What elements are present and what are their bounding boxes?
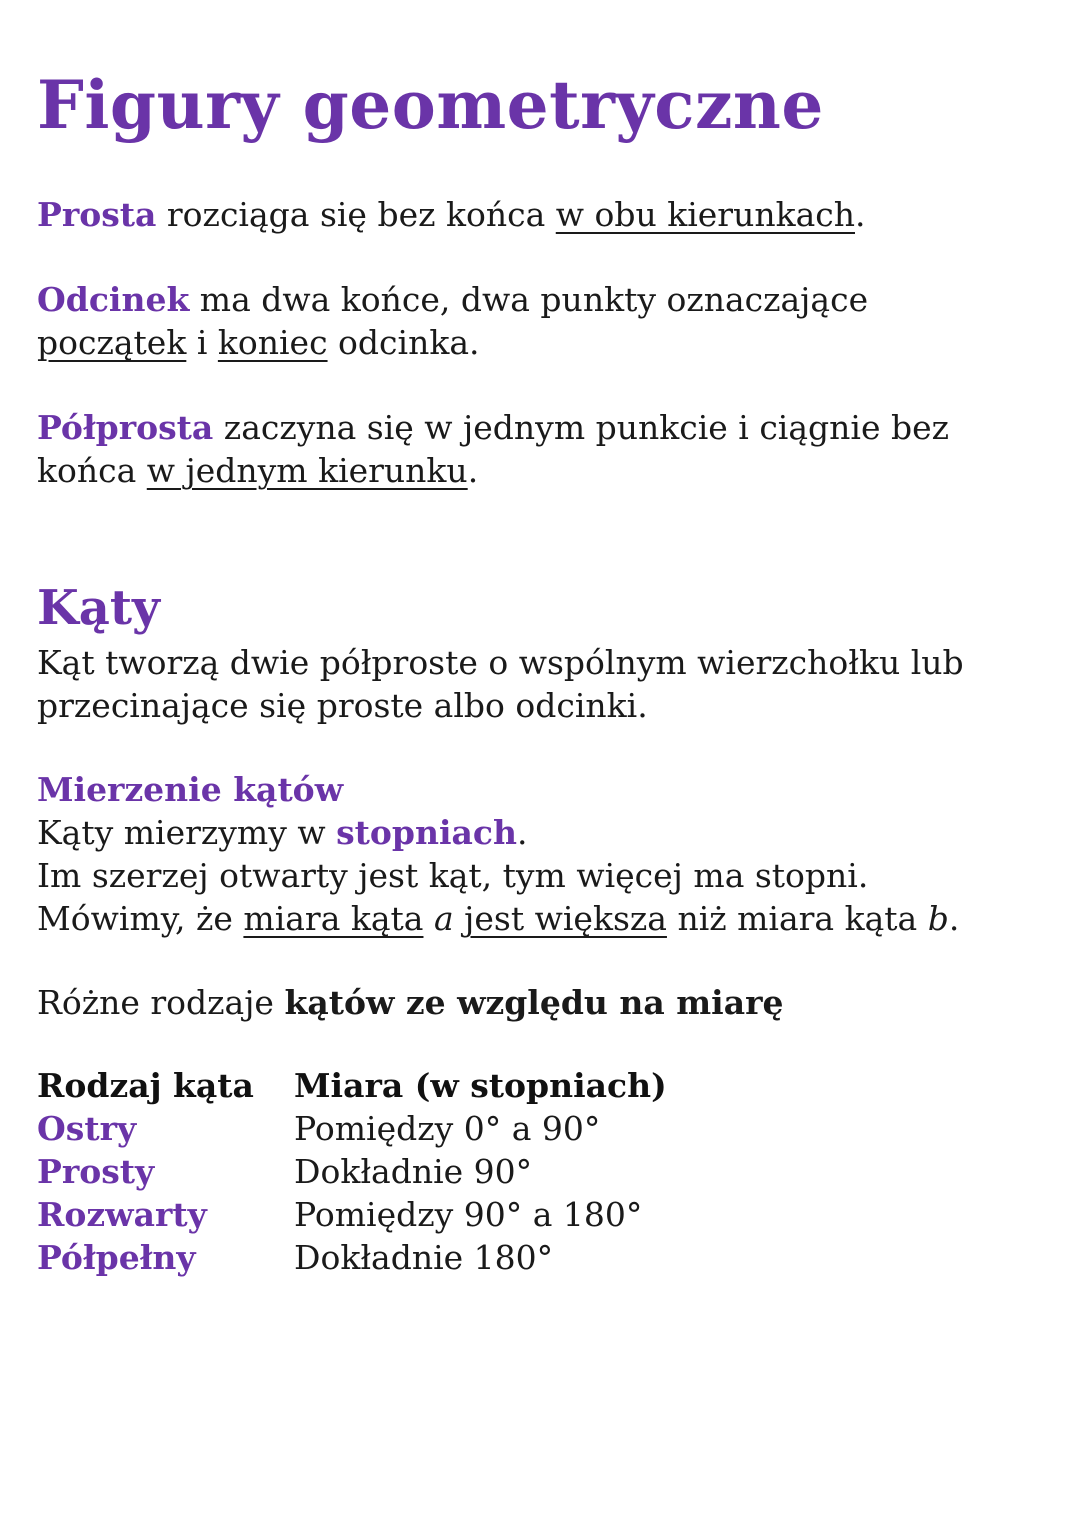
text: zaczyna się w jednym punkcie i ciągnie bez (213, 408, 950, 447)
text: odcinka. (327, 323, 480, 362)
paragraph-katy (37, 641, 964, 727)
text: Kąty mierzymy w (37, 813, 337, 852)
paragraph-rodzaje (37, 981, 783, 1024)
text: niż miara kąta (666, 899, 928, 938)
text: rozciąga się bez końca (156, 195, 556, 234)
table-row (37, 1193, 667, 1236)
text: . (516, 813, 528, 852)
angle-measure: Pomiędzy 0° a 90° (294, 1109, 601, 1148)
term-stopniach: stopniach (336, 813, 517, 852)
variable-b: b (927, 899, 949, 938)
text: ma dwa końce, dwa punkty oznaczające (189, 280, 869, 319)
angle-types-table (37, 1064, 667, 1279)
term-odcinek: Odcinek (37, 280, 190, 319)
text: Kąt tworzą dwie półproste o wspólnym wierzchołku lub (37, 643, 964, 682)
text: . (467, 451, 479, 490)
table-row (37, 1236, 667, 1279)
underlined-text: w jednym kierunku (146, 451, 468, 490)
table-row (37, 1150, 667, 1193)
column-header-kind: Rodzaj kąta (37, 1066, 254, 1105)
text: przecinające się proste albo odcinki. (37, 686, 648, 725)
angle-kind: Ostry (37, 1109, 137, 1148)
text: końca (37, 451, 147, 490)
bold-text: kątów ze względu na miarę (284, 983, 784, 1022)
text: . (948, 899, 960, 938)
variable-a: a (433, 899, 454, 938)
text (454, 899, 465, 938)
text: Różne rodzaje (37, 983, 285, 1022)
underlined-text: koniec (217, 323, 328, 362)
paragraph-odcinek (37, 278, 868, 364)
table-row (37, 1107, 667, 1150)
underlined-text: jest większa (464, 899, 667, 938)
text (423, 899, 434, 938)
angle-measure: Dokładnie 180° (294, 1238, 554, 1277)
paragraph-polprosta (37, 406, 949, 492)
column-header-measure: Miara (w stopniach) (294, 1066, 667, 1105)
paragraph-prosta (37, 193, 866, 236)
underlined-text: w obu kierunkach (555, 195, 855, 234)
underlined-text: miara kąta (243, 899, 424, 938)
text: . (855, 195, 866, 234)
page-title: Figury geometryczne (37, 66, 824, 144)
subheading-mierzenie: Mierzenie kątów (37, 770, 344, 809)
underlined-text: początek (37, 323, 187, 362)
section-heading-katy: Kąty (37, 580, 160, 636)
table-header-row (37, 1064, 667, 1107)
angle-measure: Dokładnie 90° (294, 1152, 533, 1191)
term-polprosta: Półprosta (37, 408, 214, 447)
paragraph-mierzenie (37, 768, 959, 940)
angle-measure: Pomiędzy 90° a 180° (294, 1195, 643, 1234)
text: Mówimy, że (37, 899, 244, 938)
text: Im szerzej otwarty jest kąt, tym więcej ma stopni. (37, 856, 869, 895)
term-prosta: Prosta (37, 195, 157, 234)
angle-kind: Rozwarty (37, 1195, 207, 1234)
angle-kind: Półpełny (37, 1238, 196, 1277)
angle-kind: Prosty (37, 1152, 155, 1191)
text: i (186, 323, 218, 362)
